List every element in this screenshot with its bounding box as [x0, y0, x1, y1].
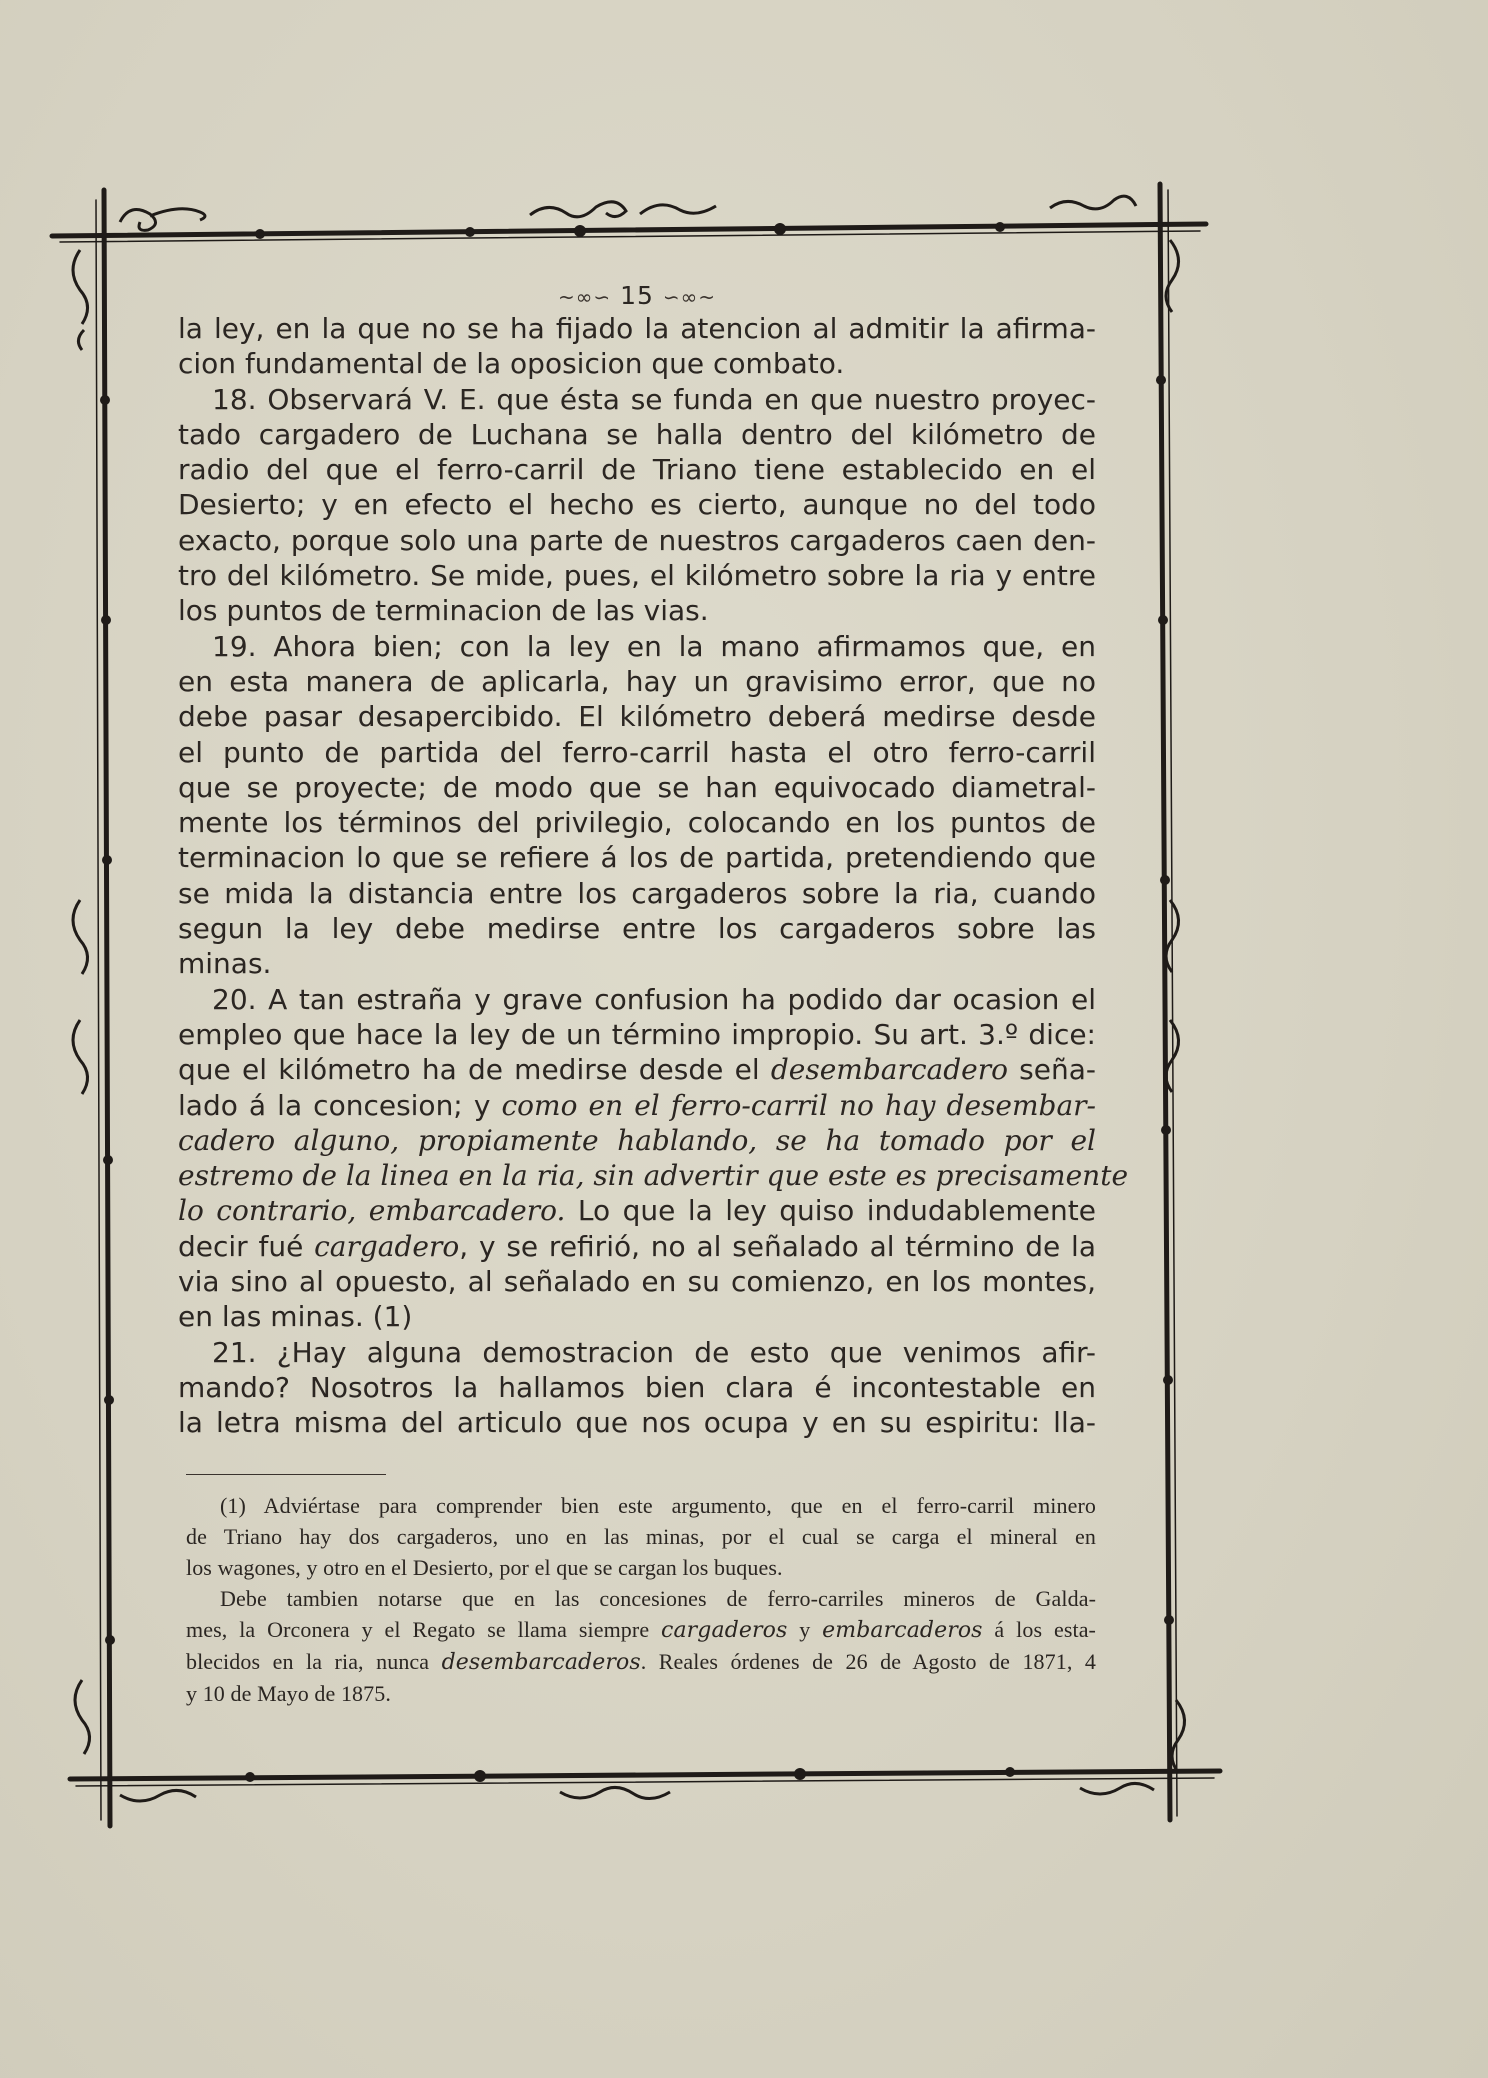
text-segment: á los esta- — [982, 1617, 1096, 1642]
text-line — [178, 1299, 1096, 1334]
ornament-left: ~∞∽ — [557, 285, 612, 309]
footnote-rule — [186, 1474, 386, 1475]
text-segment: Lo que la ley quiso indudablemente — [565, 1194, 1096, 1228]
text-segment: tado cargadero de Luchana se halla dentro del kilómetro de — [178, 417, 1096, 451]
text-segment: exacto, porque solo una parte de nuestros cargaderos caen den- — [178, 523, 1096, 557]
text-segment: terminacion lo que se refiere á los de partida, pretendiendo que — [178, 841, 1096, 875]
text-line — [178, 346, 1096, 381]
text-segment: decir fué — [178, 1229, 315, 1263]
text-segment: que el kilómetro ha de medirse desde el — [178, 1053, 771, 1087]
italic-text: cargaderos — [661, 1618, 788, 1643]
text-segment: y 10 de Mayo de 1875. — [186, 1681, 391, 1706]
text-line — [178, 523, 1096, 558]
text-segment: (1) Adviértase para comprender bien este argumento, que en el ferro-carril minero — [220, 1493, 1096, 1518]
text-line — [178, 1405, 1096, 1440]
text-line — [178, 1158, 1129, 1193]
text-line — [178, 1335, 1096, 1370]
text-line — [178, 735, 1096, 770]
text-line — [178, 487, 1096, 522]
italic-text: embarcaderos — [822, 1618, 983, 1643]
text-line — [186, 1614, 1096, 1646]
footnote — [186, 1490, 1096, 1709]
text-line — [186, 1583, 1096, 1614]
page-body — [178, 276, 1129, 1441]
text-line — [178, 558, 1096, 593]
text-segment: 21. ¿Hay alguna demostracion de esto que venimos afir- — [212, 1335, 1096, 1369]
text-segment: minas. — [178, 947, 272, 981]
text-segment: en las minas. (1) — [178, 1300, 413, 1334]
text-line — [186, 1646, 1096, 1678]
text-line — [178, 840, 1096, 875]
text-line — [178, 417, 1096, 452]
text-line — [178, 1370, 1096, 1405]
italic-text: desembarcadero — [770, 1053, 1008, 1087]
text-segment: que se proyecte; de modo que se han equivocado diametral- — [178, 770, 1096, 804]
italic-text: cargadero — [314, 1229, 460, 1263]
text-segment: de Triano hay dos cargaderos, uno en las minas, por el cual se carga el mineral en — [186, 1524, 1096, 1549]
text-segment: la ley, en la que no se ha fijado la atencion al admitir la afirma- — [178, 312, 1096, 345]
text-segment: los wagones, y otro en el Desierto, por el que se cargan los buques. — [186, 1555, 783, 1580]
text-line — [178, 1123, 1096, 1158]
text-segment: segun la ley debe medirse entre los cargaderos sobre las — [178, 912, 1096, 946]
text-segment: blecidos en la ria, nunca — [186, 1649, 442, 1674]
text-segment: via sino al opuesto, al señalado en su comienzo, en los montes, — [178, 1265, 1096, 1299]
text-line — [178, 629, 1096, 664]
text-line — [178, 1017, 1096, 1052]
text-segment: debe pasar desapercibido. El kilómetro deberá medirse desde — [178, 700, 1096, 734]
text-segment: mando? Nosotros la hallamos bien clara é incontestable en — [178, 1370, 1096, 1404]
text-line — [178, 770, 1096, 805]
text-segment: . Reales órdenes de 26 de Agosto de 1871, 4 — [640, 1649, 1097, 1674]
text-segment: y — [787, 1617, 823, 1642]
text-line — [178, 946, 1096, 981]
text-segment: 19. Ahora bien; con la ley en la mano afirmamos que, en — [212, 629, 1096, 663]
text-segment: cion fundamental de la oposicion que combato. — [178, 347, 845, 381]
text-segment: 20. A tan estraña y grave confusion ha podido dar ocasion el — [212, 982, 1096, 1016]
text-segment: en esta manera de aplicarla, hay un gravisimo error, que no — [178, 664, 1096, 698]
text-line — [178, 876, 1096, 911]
text-segment: mente los términos del privilegio, colocando en los puntos de — [178, 806, 1096, 840]
text-line — [178, 311, 1096, 346]
text-line — [178, 982, 1096, 1017]
page-number: 15 — [620, 281, 654, 310]
text-line — [178, 699, 1096, 734]
text-line — [186, 1490, 1096, 1521]
text-segment: se mida la distancia entre los cargaderos sobre la ria, cuando — [178, 876, 1096, 910]
text-line — [178, 911, 1096, 946]
text-line — [186, 1678, 1096, 1709]
text-segment: radio del que el ferro-carril de Triano tiene establecido en el — [178, 453, 1096, 487]
text-segment: la letra misma del articulo que nos ocupa y en su espiritu: lla- — [178, 1406, 1096, 1440]
ornament-right: ∽∞~ — [662, 285, 717, 309]
text-segment: el punto de partida del ferro-carril hasta el otro ferro-carril — [178, 735, 1096, 769]
text-line — [178, 1052, 1096, 1087]
italic-text: como en el ferro-carril no hay desembar- — [501, 1088, 1096, 1122]
text-segment: los puntos de terminacion de las vias. — [178, 594, 709, 628]
text-line — [178, 382, 1096, 417]
text-line — [186, 1552, 1096, 1583]
text-segment: lado á la concesion; y — [178, 1088, 502, 1122]
italic-text: cadero alguno, propiamente hablando, se ha tomado por el — [178, 1123, 1096, 1157]
text-line — [178, 1088, 1096, 1123]
text-segment: empleo que hace la ley de un término impropio. Su art. 3.º dice: — [178, 1017, 1096, 1051]
text-segment: Debe tambien notarse que en las concesiones de ferro-carriles mineros de Galda- — [220, 1586, 1096, 1611]
text-segment: seña- — [1007, 1053, 1096, 1087]
text-line — [178, 805, 1096, 840]
text-line — [178, 1264, 1096, 1299]
italic-text: estremo de la linea en la ria, sin advertir que este es precisamente — [178, 1159, 1129, 1193]
italic-text: desembarcaderos — [441, 1650, 641, 1675]
text-line — [178, 664, 1096, 699]
text-line — [178, 1229, 1096, 1264]
text-segment: Desierto; y en efecto el hecho es cierto, aunque no del todo — [178, 488, 1096, 522]
text-segment: tro del kilómetro. Se mide, pues, el kilómetro sobre la ria y entre — [178, 559, 1096, 593]
text-line — [186, 1521, 1096, 1552]
text-line — [178, 452, 1096, 487]
text-segment: , y se refirió, no al señalado al término de la — [459, 1229, 1096, 1263]
body-text — [178, 311, 1129, 1441]
text-segment: mes, la Orconera y el Regato se llama siempre — [186, 1617, 662, 1642]
text-line — [178, 1193, 1096, 1228]
italic-text: lo contrario, embarcadero. — [178, 1194, 566, 1228]
text-segment: 18. Observará V. E. que ésta se funda en que nuestro proyec- — [212, 382, 1096, 416]
text-line — [178, 593, 1096, 628]
